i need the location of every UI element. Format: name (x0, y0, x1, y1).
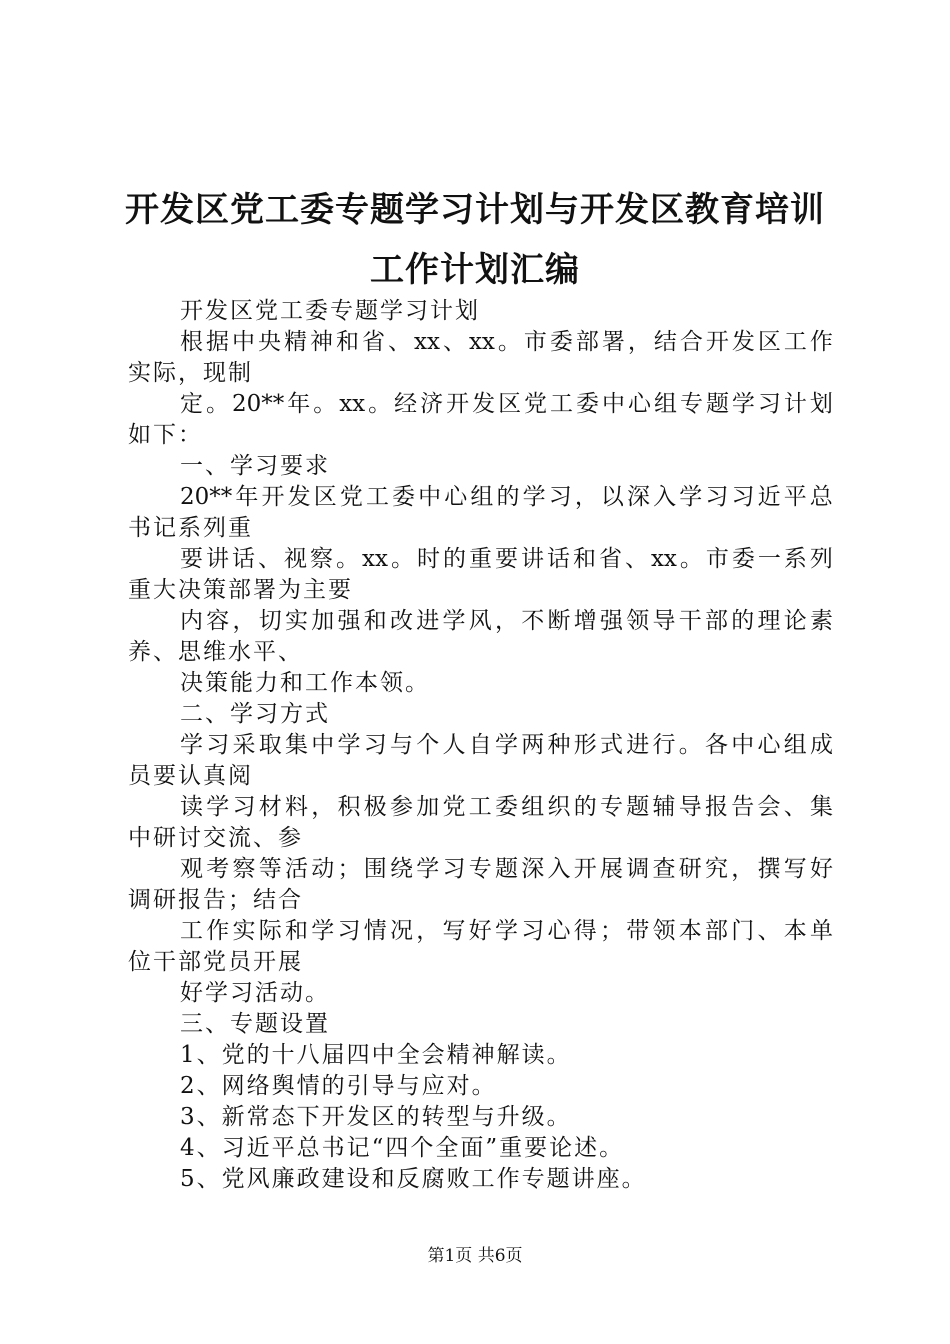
char-glyph: 神 (310, 329, 333, 355)
char-glyph: 习 (548, 484, 572, 510)
char-glyph: 话 (546, 546, 570, 572)
line-text: 中研讨交流、参 (128, 825, 303, 851)
char-glyph: 习 (206, 732, 230, 758)
char-glyph: 济 (420, 391, 444, 417)
char-glyph: 的 (731, 608, 755, 634)
char-glyph: 种 (547, 732, 571, 758)
char-glyph: 好 (810, 856, 833, 882)
char-glyph: 强 (600, 608, 623, 634)
char-glyph: 导 (678, 794, 702, 820)
char-glyph: 委 (495, 794, 518, 820)
paragraph-line (128, 637, 833, 668)
char-glyph: 中 (731, 732, 755, 758)
char-glyph: 讲 (520, 546, 544, 572)
paragraph-line (128, 916, 833, 947)
char-glyph: 实 (232, 918, 256, 944)
line-text: 开发区党工委专题学习计划 (180, 298, 480, 324)
char-glyph: 、 (388, 329, 411, 355)
char-glyph: 讲 (206, 546, 229, 572)
char-glyph: 中 (602, 391, 625, 417)
char-glyph: 据 (206, 329, 229, 355)
char-glyph: 研 (678, 856, 702, 882)
paragraph-line (128, 1133, 833, 1164)
char-glyph: 重 (468, 546, 492, 572)
char-glyph: 形 (573, 732, 597, 758)
line-text: 一、学习要求 (180, 453, 330, 479)
paragraph-line (128, 978, 833, 1009)
justified-line-text (180, 606, 833, 637)
char-glyph: 20** (231, 391, 285, 417)
paragraph-line (128, 513, 833, 544)
char-glyph: 、 (783, 794, 807, 820)
char-glyph: 观 (180, 856, 203, 882)
char-glyph: 时 (416, 546, 440, 572)
char-glyph: 动 (311, 856, 335, 882)
justified-line-text (180, 792, 833, 823)
char-glyph: 习 (442, 856, 466, 882)
char-glyph: 考 (206, 856, 230, 882)
char-glyph: 。 (679, 546, 703, 572)
char-glyph: 合 (679, 329, 703, 355)
char-glyph: 划 (809, 391, 833, 417)
char-glyph: 内 (180, 608, 203, 634)
char-glyph: 、 (624, 546, 648, 572)
paragraph-line (128, 358, 833, 389)
char-glyph: xx (414, 329, 440, 355)
char-glyph: 年 (235, 484, 259, 510)
line-text: 养、思维水平、 (128, 639, 303, 665)
char-glyph: ， (731, 856, 755, 882)
char-glyph: 不 (521, 608, 545, 634)
char-glyph: 区 (757, 329, 781, 355)
paragraph-line (128, 1040, 833, 1071)
char-glyph: 会 (757, 794, 781, 820)
char-glyph: xx (362, 546, 388, 572)
line-text: 位干部党员开展 (128, 949, 303, 975)
line-text: 书记系列重 (128, 515, 253, 541)
char-glyph: 本 (678, 918, 702, 944)
char-glyph: ， (627, 329, 651, 355)
char-glyph: 情 (363, 918, 387, 944)
char-glyph: 部 (575, 329, 599, 355)
char-glyph: 系 (783, 546, 807, 572)
char-glyph: 等 (258, 856, 282, 882)
justified-line-text (180, 854, 833, 885)
char-glyph: 精 (284, 329, 307, 355)
document-body (128, 296, 833, 1195)
char-glyph: 党 (339, 484, 363, 510)
char-glyph: 部 (705, 918, 728, 944)
line-text: 2、网络舆情的引导与应对。 (180, 1073, 497, 1099)
char-glyph: 发 (731, 329, 755, 355)
char-glyph: 加 (311, 608, 335, 634)
char-glyph: 。 (205, 391, 229, 417)
char-glyph: 学 (495, 918, 518, 944)
char-glyph: 个 (416, 732, 440, 758)
char-glyph: 视 (284, 546, 307, 572)
char-glyph: 加 (416, 794, 440, 820)
char-glyph: 和 (285, 918, 308, 944)
char-glyph: 委 (392, 484, 416, 510)
char-glyph: 心 (627, 391, 651, 417)
justified-line-text (180, 730, 833, 761)
char-glyph: 查 (652, 856, 676, 882)
char-glyph: 进 (626, 732, 650, 758)
char-glyph: 。 (313, 391, 337, 417)
char-glyph: 入 (653, 484, 677, 510)
line-text: 5、党风廉政建设和反腐败工作专题讲座。 (180, 1166, 647, 1192)
char-glyph: 开 (573, 856, 597, 882)
char-glyph: 实 (285, 608, 308, 634)
char-glyph: 际 (258, 918, 282, 944)
paragraph-line (128, 854, 833, 885)
char-glyph: 一 (757, 546, 781, 572)
char-glyph: 人 (442, 732, 466, 758)
char-glyph: 察 (310, 546, 333, 572)
char-glyph: 理 (757, 608, 781, 634)
char-glyph: 以 (600, 484, 624, 510)
paragraph-line (128, 699, 833, 730)
char-glyph: 总 (809, 484, 833, 510)
char-glyph: 论 (783, 608, 807, 634)
justified-line-text (180, 482, 833, 513)
paragraph-line (128, 327, 833, 358)
char-glyph: 断 (547, 608, 571, 634)
char-glyph: 行 (652, 732, 676, 758)
char-glyph: 20** (180, 484, 233, 510)
char-glyph: 题 (495, 856, 518, 882)
char-glyph: 究 (705, 856, 728, 882)
paragraph-line (128, 296, 833, 327)
char-glyph: 结 (653, 329, 677, 355)
line-text: 好学习活动。 (180, 980, 330, 1006)
char-glyph: 入 (547, 856, 571, 882)
char-glyph: 组 (521, 794, 545, 820)
char-glyph: 平 (783, 484, 807, 510)
char-glyph: 干 (678, 608, 702, 634)
char-glyph: 党 (442, 794, 466, 820)
char-glyph: 要 (494, 546, 518, 572)
char-glyph: 年 (287, 391, 311, 417)
char-glyph: 学 (731, 391, 755, 417)
char-glyph: 式 (600, 732, 623, 758)
char-glyph: 领 (652, 918, 676, 944)
paragraph-line (128, 544, 833, 575)
paragraph-line (128, 420, 833, 451)
char-glyph: 心 (757, 732, 781, 758)
char-glyph: 参 (390, 794, 413, 820)
char-glyph: 展 (600, 856, 623, 882)
char-glyph: 积 (337, 794, 361, 820)
char-glyph: 和 (336, 329, 359, 355)
char-glyph: 极 (363, 794, 387, 820)
char-glyph: 发 (287, 484, 311, 510)
char-glyph: 和 (363, 608, 387, 634)
paragraph-line (128, 1009, 833, 1040)
char-glyph: 学 (522, 484, 546, 510)
line-text: 实际，现制 (128, 360, 253, 386)
paragraph-line (128, 575, 833, 606)
char-glyph: 署 (601, 329, 625, 355)
char-glyph: ， (495, 608, 518, 634)
char-glyph: 中 (418, 484, 442, 510)
char-glyph: 集 (810, 794, 833, 820)
char-glyph: 市 (705, 546, 729, 572)
char-glyph: 中 (232, 329, 255, 355)
char-glyph: 省 (598, 546, 622, 572)
char-glyph: 深 (627, 484, 651, 510)
paragraph-line (128, 482, 833, 513)
paragraph-line (128, 792, 833, 823)
char-glyph: 经 (394, 391, 418, 417)
char-glyph: 市 (523, 329, 547, 355)
char-glyph: 要 (180, 546, 203, 572)
char-glyph: 委 (576, 391, 600, 417)
char-glyph: 根 (180, 329, 203, 355)
line-text: 重大决策部署为主要 (128, 577, 353, 603)
line-text: 决策能力和工作本领。 (180, 670, 430, 696)
char-glyph: 撰 (757, 856, 781, 882)
char-glyph: 列 (809, 546, 833, 572)
char-glyph: ， (232, 608, 256, 634)
char-glyph: 定 (180, 391, 203, 417)
char-glyph: 强 (337, 608, 361, 634)
char-glyph: 门 (731, 918, 755, 944)
char-glyph: 调 (626, 856, 650, 882)
char-glyph: 学 (311, 918, 335, 944)
char-glyph: 工 (783, 329, 807, 355)
char-glyph: 党 (524, 391, 548, 417)
char-glyph: 。 (368, 391, 392, 417)
char-glyph: 活 (285, 856, 308, 882)
line-text: 二、学习方式 (180, 701, 330, 727)
char-glyph: 察 (232, 856, 256, 882)
char-glyph: 习 (705, 484, 729, 510)
char-glyph: 告 (731, 794, 755, 820)
char-glyph: 习 (232, 794, 256, 820)
paragraph-line (128, 606, 833, 637)
char-glyph: 开 (446, 391, 470, 417)
char-glyph: 况 (390, 918, 413, 944)
line-text: 如下： (128, 422, 203, 448)
char-glyph: 学 (337, 732, 361, 758)
paragraph-line (128, 451, 833, 482)
paragraph-line (128, 761, 833, 792)
paragraph-line (128, 1164, 833, 1195)
char-glyph: 采 (232, 732, 256, 758)
char-glyph: 专 (468, 856, 492, 882)
line-text: 调研报告；结合 (128, 887, 303, 913)
char-glyph: 两 (521, 732, 545, 758)
char-glyph: 组 (783, 732, 807, 758)
char-glyph: 区 (313, 484, 337, 510)
char-glyph: 素 (810, 608, 833, 634)
char-glyph: 织 (547, 794, 571, 820)
char-glyph: 深 (521, 856, 545, 882)
justified-line-text (180, 544, 833, 575)
char-glyph: 。 (336, 546, 359, 572)
char-glyph: 与 (390, 732, 413, 758)
char-glyph: 开 (261, 484, 285, 510)
char-glyph: ； (600, 918, 623, 944)
char-glyph: 中 (311, 732, 335, 758)
char-glyph: 开 (705, 329, 729, 355)
char-glyph: 作 (809, 329, 833, 355)
char-glyph: 央 (258, 329, 281, 355)
char-glyph: 改 (390, 608, 413, 634)
char-glyph: 工 (550, 391, 574, 417)
char-glyph: 辅 (652, 794, 676, 820)
line-text: 员要认真阅 (128, 763, 253, 789)
char-glyph: 学 (679, 484, 703, 510)
char-glyph: 题 (626, 794, 650, 820)
char-glyph: 区 (498, 391, 522, 417)
char-glyph: 。 (497, 329, 521, 355)
line-text: 3、新常态下开发区的转型与升级。 (180, 1104, 572, 1130)
char-glyph: 好 (468, 918, 492, 944)
char-glyph: 专 (679, 391, 703, 417)
char-glyph: 材 (258, 794, 282, 820)
document-title-line-1: 开发区党工委专题学习计划与开发区教育培训 (125, 190, 825, 230)
char-glyph: 料 (285, 794, 308, 820)
paragraph-line (128, 730, 833, 761)
page-footer: 第1页 共6页 (427, 1246, 523, 1266)
paragraph-line (128, 947, 833, 978)
char-glyph: 作 (206, 918, 230, 944)
char-glyph: 组 (470, 484, 494, 510)
char-glyph: 围 (363, 856, 387, 882)
char-glyph: 省 (362, 329, 385, 355)
char-glyph: xx (650, 546, 677, 572)
char-glyph: 、 (258, 546, 281, 572)
char-glyph: 工 (180, 918, 203, 944)
char-glyph: 领 (626, 608, 650, 634)
char-glyph: 容 (206, 608, 230, 634)
char-glyph: 专 (600, 794, 623, 820)
char-glyph: 、 (757, 918, 781, 944)
char-glyph: 题 (705, 391, 729, 417)
char-glyph: 学 (416, 856, 440, 882)
char-glyph: 习 (363, 732, 387, 758)
char-glyph: 工 (365, 484, 389, 510)
char-glyph: 增 (573, 608, 597, 634)
justified-line-text (180, 916, 833, 947)
char-glyph: 。 (390, 546, 414, 572)
paragraph-line (128, 1071, 833, 1102)
char-glyph: 带 (626, 918, 650, 944)
char-glyph: 习 (731, 484, 755, 510)
char-glyph: 写 (783, 856, 807, 882)
document-title-line-2: 工作计划汇编 (370, 250, 580, 290)
char-glyph: 导 (652, 608, 676, 634)
char-glyph: 的 (442, 546, 466, 572)
char-glyph: 学 (180, 732, 203, 758)
char-glyph: 、 (442, 329, 466, 355)
char-glyph: 成 (810, 732, 833, 758)
char-glyph: 委 (549, 329, 573, 355)
char-glyph: ； (337, 856, 361, 882)
justified-line-text (180, 327, 833, 358)
paragraph-line (128, 885, 833, 916)
char-glyph: 学 (495, 732, 518, 758)
char-glyph: 。 (678, 732, 702, 758)
char-glyph: 心 (444, 484, 468, 510)
char-glyph: 和 (572, 546, 596, 572)
char-glyph: 报 (705, 794, 728, 820)
justified-line-text (180, 389, 833, 420)
char-glyph: ， (311, 794, 335, 820)
char-glyph: 切 (258, 608, 282, 634)
line-text: 三、专题设置 (180, 1011, 330, 1037)
char-glyph: 工 (468, 794, 492, 820)
char-glyph: 发 (472, 391, 496, 417)
char-glyph: 近 (757, 484, 781, 510)
char-glyph: 习 (337, 918, 361, 944)
char-glyph: 进 (416, 608, 440, 634)
paragraph-line (128, 1102, 833, 1133)
char-glyph: 单 (810, 918, 833, 944)
char-glyph: 组 (653, 391, 677, 417)
char-glyph: 各 (705, 732, 728, 758)
char-glyph: 部 (705, 608, 728, 634)
char-glyph: 习 (757, 391, 781, 417)
char-glyph: ， (416, 918, 440, 944)
char-glyph: 读 (180, 794, 203, 820)
char-glyph: 写 (442, 918, 466, 944)
char-glyph: 习 (521, 918, 545, 944)
char-glyph: 风 (468, 608, 492, 634)
char-glyph: 集 (285, 732, 308, 758)
char-glyph: 计 (783, 391, 807, 417)
char-glyph: 委 (731, 546, 755, 572)
char-glyph: 话 (232, 546, 255, 572)
line-text: 1、党的十八届四中全会精神解读。 (180, 1042, 572, 1068)
char-glyph: 取 (258, 732, 282, 758)
char-glyph: xx (339, 391, 366, 417)
char-glyph: 绕 (390, 856, 413, 882)
char-glyph: 自 (468, 732, 492, 758)
paragraph-line (128, 823, 833, 854)
char-glyph: 得 (573, 918, 597, 944)
line-text: 4、习近平总书记“四个全面”重要论述。 (180, 1135, 625, 1161)
char-glyph: 的 (573, 794, 597, 820)
paragraph-line (128, 389, 833, 420)
char-glyph: 学 (442, 608, 466, 634)
char-glyph: ， (574, 484, 598, 510)
char-glyph: 本 (783, 918, 807, 944)
char-glyph: 的 (496, 484, 520, 510)
char-glyph: 心 (547, 918, 571, 944)
char-glyph: xx (468, 329, 495, 355)
char-glyph: 学 (206, 794, 230, 820)
paragraph-line (128, 668, 833, 699)
